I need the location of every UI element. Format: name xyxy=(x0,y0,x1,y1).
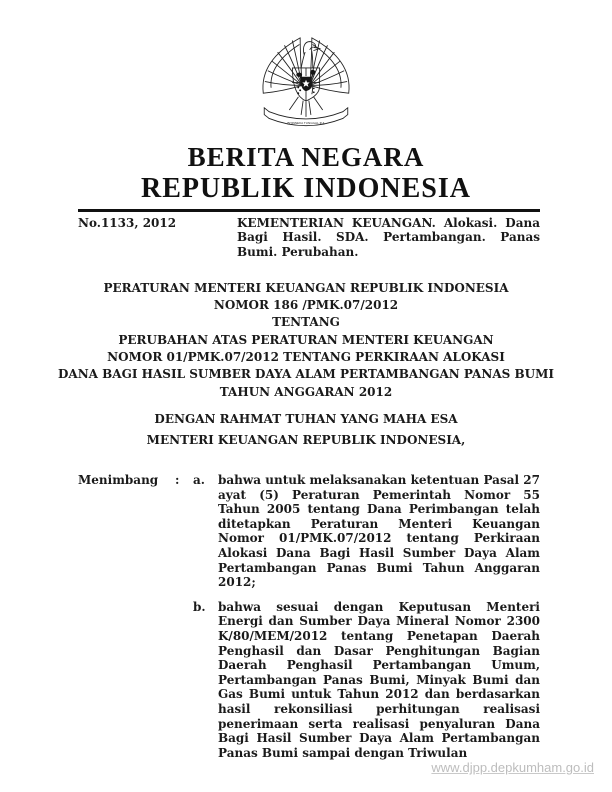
regulation-subject-line: DANA BAGI HASIL SUMBER DAYA ALAM PERTAMBANGAN PANAS BUMI xyxy=(57,367,554,382)
watermark-url: www.djpp.depkumham.go.id xyxy=(431,760,594,775)
gazette-title-line2: REPUBLIK INDONESIA xyxy=(141,173,471,204)
spacer-cell xyxy=(78,600,175,761)
considerations-section xyxy=(78,473,540,760)
regulation-heading-line: PERATURAN MENTERI KEUANGAN REPUBLIK INDONESIA xyxy=(103,281,509,295)
emblem-motto: BHINNEKA TUNGGAL IKA xyxy=(287,120,325,125)
consideration-item-letter: a. xyxy=(193,473,205,487)
regulation-subject-line: TAHUN ANGGARAN 2012 xyxy=(219,384,393,399)
consideration-item-text: bahwa untuk melaksanakan ketentuan Pasal 27 ayat (5) Peraturan Pemerintah Nomor 55 Tahun 2005 tentang Dana Perimbangan telah ditetapkan Peraturan Menteri Keuangan Nomor 01/PMK.07/2012 tentang Perkiraan Alokasi Dana Bagi Hasil Sumber Daya Alam Pertambangan Panas Bumi Tahun Anggaran 2012; xyxy=(218,473,540,590)
considerations-separator: : xyxy=(175,473,180,487)
gazette-subject: KEMENTERIAN KEUANGAN. Alokasi. Dana Bagi Hasil. SDA. Pertambangan. Panas Bumi. Perubahan. xyxy=(237,216,540,259)
gazette-number: No.1133, 2012 xyxy=(78,216,177,230)
gazette-masthead xyxy=(0,142,612,205)
masthead-rule xyxy=(78,209,540,212)
regulation-number-line: NOMOR 186 /PMK.07/2012 xyxy=(213,298,399,313)
gazette-info-row xyxy=(78,216,540,259)
gazette-title-line1: BERITA NEGARA xyxy=(187,142,425,172)
consideration-item-text: bahwa sesuai dengan Keputusan Menteri Energi dan Sumber Daya Mineral Nomor 2300 K/80/MEM/2012 tentang Penetapan Daerah Penghasil dan Dasar Penghitungan Bagian Daerah Penghasil Pertambangan Umum, Pertambangan Panas Bumi, Minyak Bumi dan Gas Bumi untuk Tahun 2012 dan berdasarkan hasil rekonsiliasi perhitungan realisasi penerimaan serta realisasi penyaluran Dana Bagi Hasil Sumber Daya Alam Pertambangan Panas Bumi sampai dengan Triwulan xyxy=(218,599,540,760)
regulation-subject-line: NOMOR 01/PMK.07/2012 TENTANG PERKIRAAN ALOKASI xyxy=(107,350,505,365)
considerations-label: Menimbang xyxy=(78,473,159,487)
consideration-item-letter: b. xyxy=(193,599,206,614)
invocation-line: DENGAN RAHMAT TUHAN YANG MAHA ESA xyxy=(154,412,458,426)
regulation-subject-line: PERUBAHAN ATAS PERATURAN MENTERI KEUANGAN xyxy=(118,333,494,347)
spacer-cell xyxy=(175,600,193,761)
regulation-subject xyxy=(0,332,612,401)
garuda-pancasila-emblem xyxy=(257,33,355,134)
regulation-tentang-line: TENTANG xyxy=(272,315,340,330)
authority-line: MENTERI KEUANGAN REPUBLIK INDONESIA, xyxy=(146,433,466,447)
regulation-heading xyxy=(0,280,612,332)
